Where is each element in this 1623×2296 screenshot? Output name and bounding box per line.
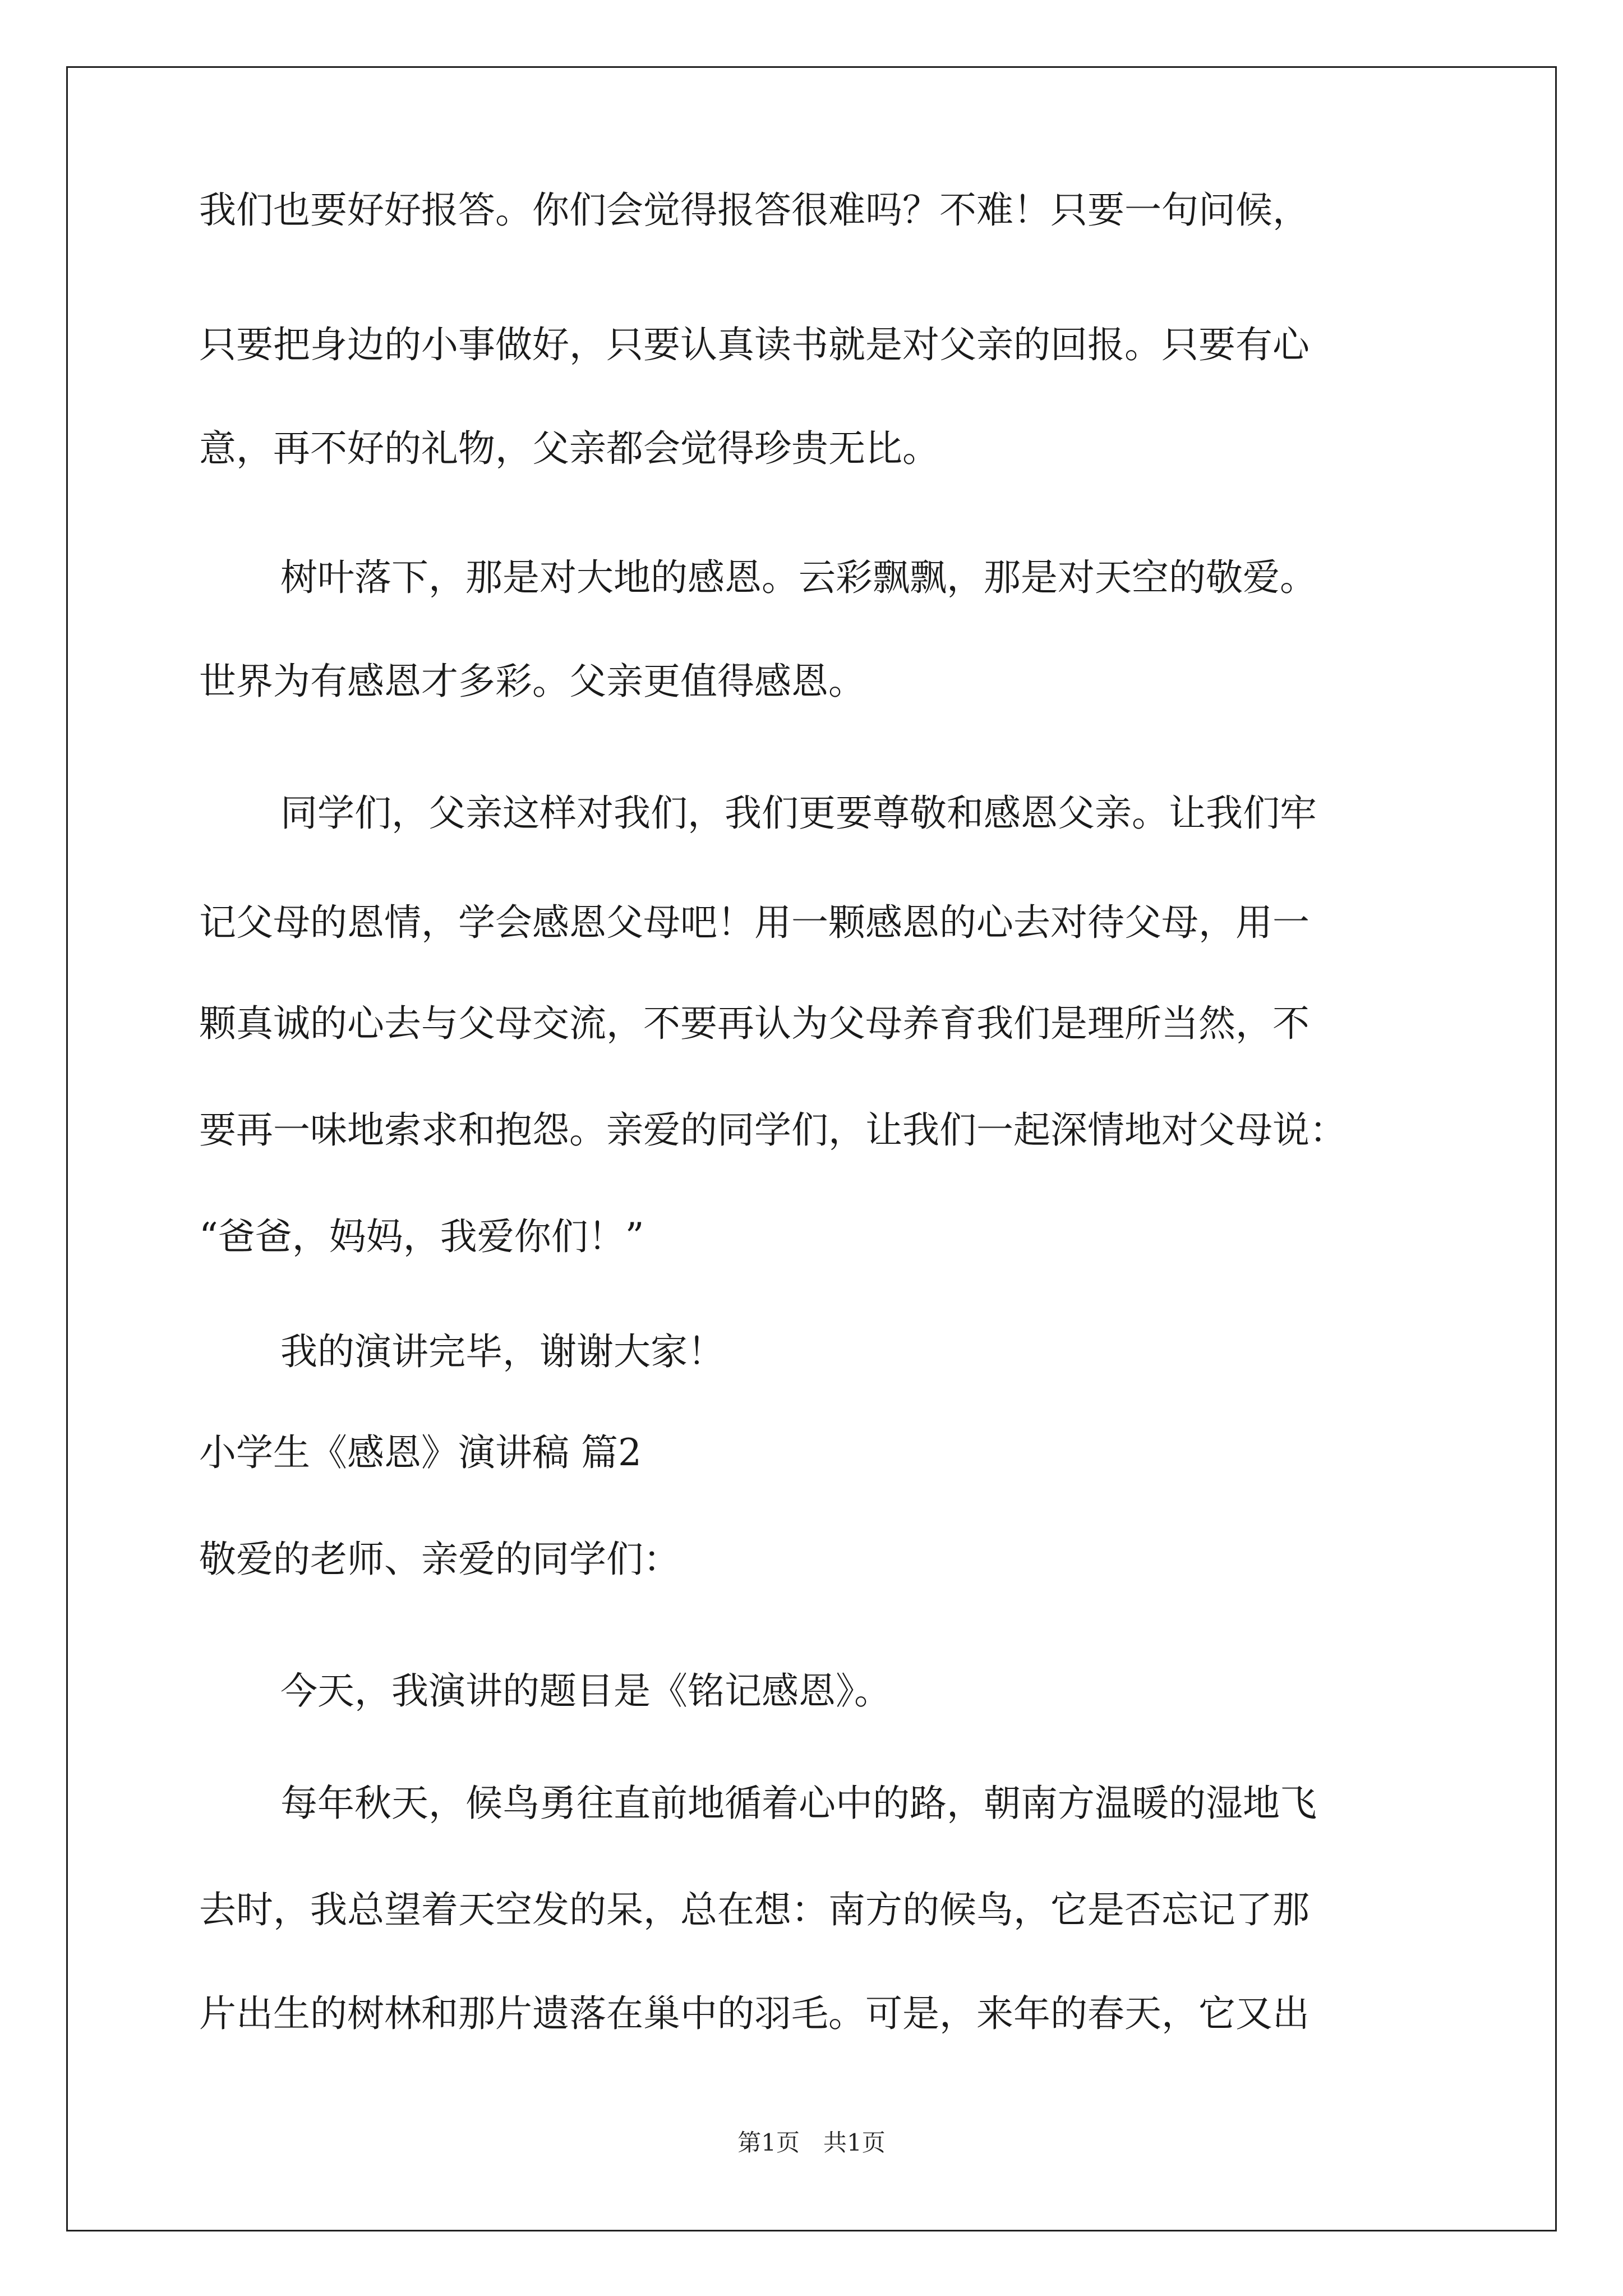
text-line: 颗真诚的心去与父母交流，不要再认为父母养育我们是理所当然，不 (199, 1002, 1310, 1045)
text-line: 世界为有感恩才多彩。父亲更值得感恩。 (199, 660, 865, 703)
text-line: 我们也要好好报答。你们会觉得报答很难吗？不难！只要一句问候， (199, 188, 1310, 232)
text-line: 要再一味地索求和抱怨。亲爱的同学们，让我们一起深情地对父母说： (199, 1108, 1347, 1152)
text-line: 我的演讲完毕，谢谢大家！ (280, 1330, 725, 1373)
text-line: 今天，我演讲的题目是《铭记感恩》。 (280, 1669, 891, 1713)
section-heading: 小学生《感恩》演讲稿 篇2 (199, 1431, 642, 1474)
text-line: 意，再不好的礼物，父亲都会觉得珍贵无比。 (199, 427, 939, 470)
text-line: 片出生的树林和那片遗落在巢中的羽毛。可是，来年的春天，它又出 (199, 1992, 1310, 2035)
page-footer: 第1页 共1页 (737, 2129, 886, 2156)
text-line: 去时，我总望着天空发的呆，总在想：南方的候鸟，它是否忘记了那 (199, 1888, 1310, 1931)
text-line: 同学们，父亲这样对我们，我们更要尊敬和感恩父亲。让我们牢 (280, 792, 1317, 835)
text-line: 树叶落下，那是对大地的感恩。云彩飘飘，那是对天空的敬爱。 (280, 556, 1317, 599)
text-line: “爸爸，妈妈，我爱你们！” (199, 1215, 644, 1258)
text-line: 只要把身边的小事做好，只要认真读书就是对父亲的回报。只要有心 (199, 323, 1310, 366)
text-line: 每年秋天，候鸟勇往直前地循着心中的路，朝南方温暖的湿地飞 (280, 1782, 1317, 1825)
text-line: 记父母的恩情，学会感恩父母吧！用一颗感恩的心去对待父母，用一 (199, 901, 1310, 944)
salutation: 敬爱的老师、亲爱的同学们： (199, 1538, 680, 1581)
